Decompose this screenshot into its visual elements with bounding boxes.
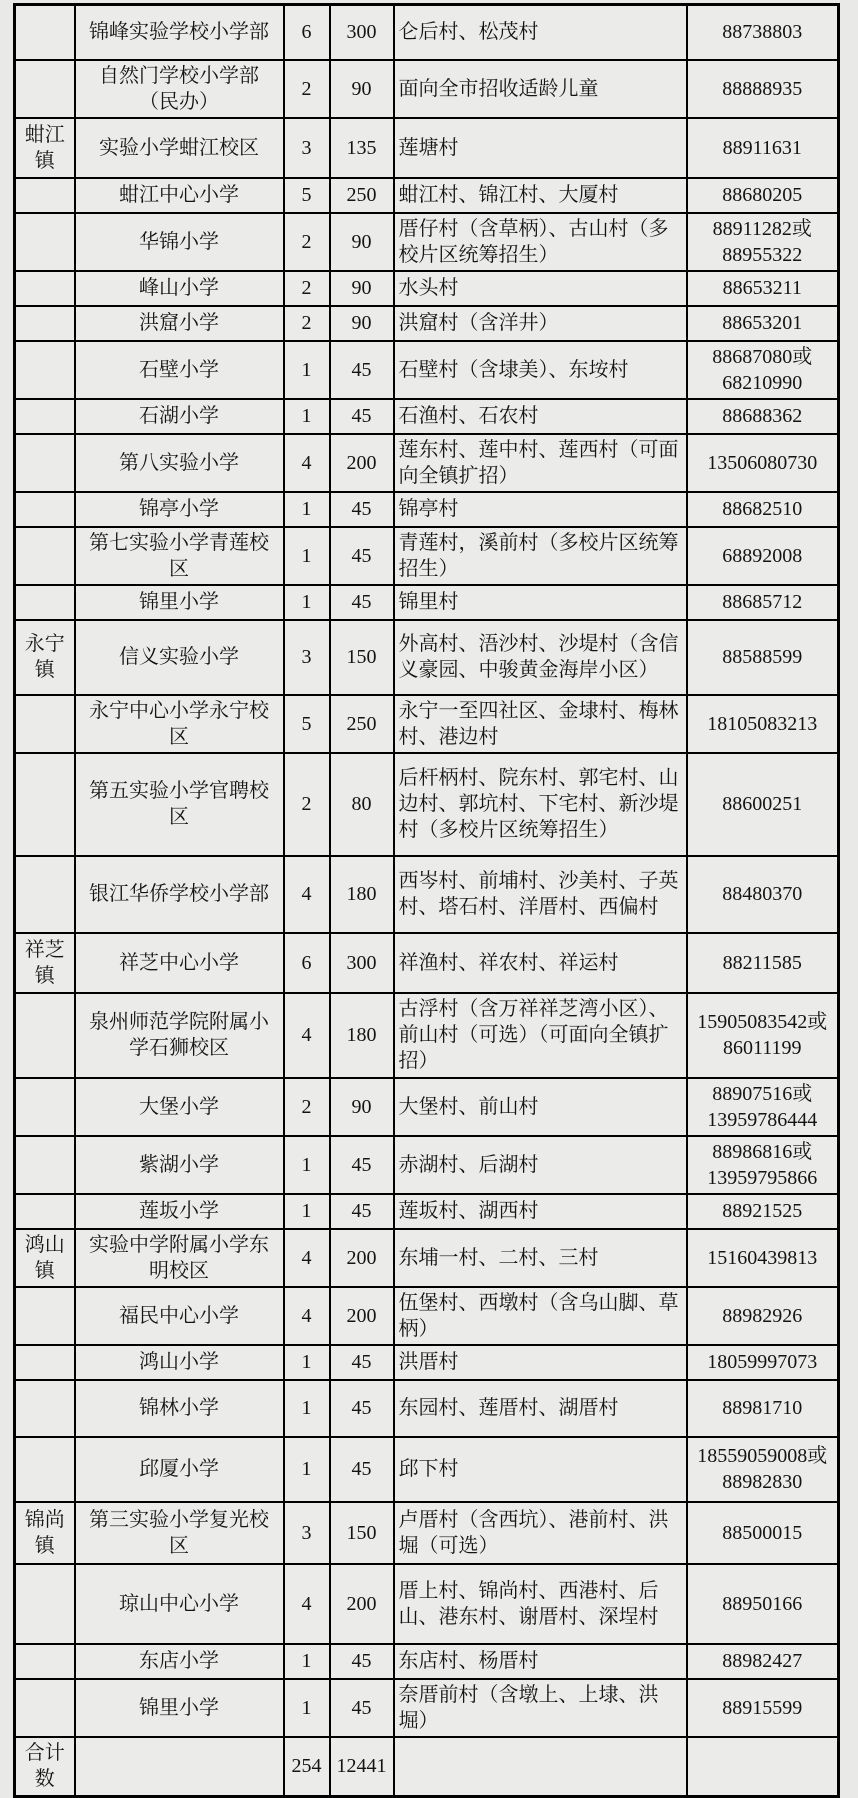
cell-phone: 88950166: [687, 1564, 839, 1644]
cell-class-count: 3: [284, 620, 330, 695]
cell-school: 莲坂小学: [75, 1194, 284, 1229]
cell-town: [15, 1380, 75, 1437]
cell-town: 祥芝镇: [15, 933, 75, 993]
cell-phone: 88921525: [687, 1194, 839, 1229]
cell-villages: 后杆柄村、院东村、郭宅村、山边村、郭坑村、下宅村、新沙堤村（多校片区统筹招生）: [394, 753, 687, 856]
cell-phone: 88911631: [687, 118, 839, 178]
cell-school: 泉州师范学院附属小学石狮校区: [75, 993, 284, 1078]
cell-town: [15, 213, 75, 271]
cell-school: 石湖小学: [75, 399, 284, 434]
cell-class-count: 3: [284, 118, 330, 178]
cell-student-count: 135: [330, 118, 394, 178]
cell-phone: 18059997073: [687, 1345, 839, 1380]
cell-school: 锦峰实验学校小学部: [75, 5, 284, 60]
cell-villages: 蚶江村、锦江村、大厦村: [394, 178, 687, 213]
cell-school: 锦里小学: [75, 585, 284, 620]
cell-class-count: 4: [284, 856, 330, 933]
cell-class-count: 6: [284, 5, 330, 60]
cell-school: 蚶江中心小学: [75, 178, 284, 213]
cell-phone: 88588599: [687, 620, 839, 695]
table-row: [15, 1136, 839, 1194]
cell-villages: 洪厝村: [394, 1345, 687, 1380]
cell-town: [15, 585, 75, 620]
cell-school: 第八实验小学: [75, 434, 284, 492]
cell-town: 鸿山镇: [15, 1229, 75, 1287]
table-row: [15, 695, 839, 753]
cell-villages: 东园村、莲厝村、湖厝村: [394, 1380, 687, 1437]
cell-villages: 锦亭村: [394, 492, 687, 527]
table-row: [15, 527, 839, 585]
cell-student-count: 45: [330, 1380, 394, 1437]
cell-phone: 88688362: [687, 399, 839, 434]
cell-student-count: 45: [330, 1345, 394, 1380]
cell-town: 合计数: [15, 1737, 75, 1797]
cell-villages: 伍堡村、西墩村（含乌山脚、草柄）: [394, 1287, 687, 1345]
cell-class-count: 1: [284, 527, 330, 585]
cell-student-count: 90: [330, 213, 394, 271]
table-row: [15, 60, 839, 118]
cell-class-count: 3: [284, 1502, 330, 1564]
cell-town: [15, 306, 75, 341]
cell-class-count: 2: [284, 753, 330, 856]
table-row: [15, 1345, 839, 1380]
table-row: [15, 306, 839, 341]
cell-phone: 88682510: [687, 492, 839, 527]
cell-school: 祥芝中心小学: [75, 933, 284, 993]
cell-town: [15, 434, 75, 492]
table-row: [15, 399, 839, 434]
cell-phone: 88600251: [687, 753, 839, 856]
cell-student-count: 250: [330, 178, 394, 213]
cell-class-count: 1: [284, 399, 330, 434]
cell-student-count: 45: [330, 1136, 394, 1194]
cell-student-count: 150: [330, 620, 394, 695]
table-row: [15, 1679, 839, 1737]
cell-phone: 88653211: [687, 271, 839, 306]
cell-villages: 莲东村、莲中村、莲西村（可面向全镇扩招）: [394, 434, 687, 492]
cell-town: [15, 856, 75, 933]
cell-school: 琼山中心小学: [75, 1564, 284, 1644]
cell-student-count: 45: [330, 1644, 394, 1679]
table-row: [15, 341, 839, 399]
table-row: [15, 856, 839, 933]
cell-town: [15, 1078, 75, 1136]
cell-villages: 东埔一村、二村、三村: [394, 1229, 687, 1287]
cell-class-count: 1: [284, 1437, 330, 1502]
cell-student-count: 45: [330, 492, 394, 527]
cell-phone: 88480370: [687, 856, 839, 933]
cell-phone: 88907516或13959786444: [687, 1078, 839, 1136]
cell-phone: 68892008: [687, 527, 839, 585]
cell-school: 鸿山小学: [75, 1345, 284, 1380]
cell-phone: 88500015: [687, 1502, 839, 1564]
cell-student-count: 45: [330, 1194, 394, 1229]
cell-phone: 88738803: [687, 5, 839, 60]
cell-phone: 88981710: [687, 1380, 839, 1437]
table-row: [15, 585, 839, 620]
cell-school: 紫湖小学: [75, 1136, 284, 1194]
cell-class-count: 4: [284, 1229, 330, 1287]
table-body: [15, 5, 839, 1797]
cell-villages: 祥渔村、祥农村、祥运村: [394, 933, 687, 993]
cell-student-count: 200: [330, 1229, 394, 1287]
cell-school: 洪窟小学: [75, 306, 284, 341]
cell-villages: 仑后村、松茂村: [394, 5, 687, 60]
cell-student-count: 90: [330, 271, 394, 306]
cell-town: [15, 1287, 75, 1345]
cell-school: 邱厦小学: [75, 1437, 284, 1502]
cell-villages: 永宁一至四社区、金埭村、梅林村、港边村: [394, 695, 687, 753]
table-row: [15, 1437, 839, 1502]
cell-class-count: 2: [284, 271, 330, 306]
cell-phone: 88982427: [687, 1644, 839, 1679]
cell-school: 第七实验小学青莲校区: [75, 527, 284, 585]
cell-class-count: 1: [284, 1679, 330, 1737]
cell-student-count: 45: [330, 1679, 394, 1737]
table-row: [15, 492, 839, 527]
cell-school: 实验中学附属小学东明校区: [75, 1229, 284, 1287]
cell-school: [75, 1737, 284, 1797]
cell-phone: 88915599: [687, 1679, 839, 1737]
cell-class-count: 4: [284, 434, 330, 492]
table-row: [15, 933, 839, 993]
cell-school: 大堡小学: [75, 1078, 284, 1136]
cell-student-count: 45: [330, 341, 394, 399]
cell-villages: 石渔村、石农村: [394, 399, 687, 434]
cell-class-count: 1: [284, 492, 330, 527]
cell-town: [15, 753, 75, 856]
cell-villages: 石壁村（含埭美）、东垵村: [394, 341, 687, 399]
cell-town: [15, 5, 75, 60]
cell-phone: 88888935: [687, 60, 839, 118]
cell-villages: 面向全市招收适龄儿童: [394, 60, 687, 118]
cell-villages: 锦里村: [394, 585, 687, 620]
cell-school: 第三实验小学复光校区: [75, 1502, 284, 1564]
cell-phone: 88211585: [687, 933, 839, 993]
cell-student-count: 250: [330, 695, 394, 753]
cell-town: 永宁镇: [15, 620, 75, 695]
table-row: [15, 1194, 839, 1229]
cell-phone: 88653201: [687, 306, 839, 341]
cell-student-count: 12441: [330, 1737, 394, 1797]
table-row: [15, 5, 839, 60]
cell-town: [15, 60, 75, 118]
table-row: [15, 1380, 839, 1437]
cell-student-count: 200: [330, 434, 394, 492]
cell-student-count: 90: [330, 1078, 394, 1136]
cell-student-count: 45: [330, 399, 394, 434]
cell-phone: 18105083213: [687, 695, 839, 753]
cell-student-count: 200: [330, 1287, 394, 1345]
cell-student-count: 300: [330, 933, 394, 993]
cell-villages: 青莲村，溪前村（多校片区统筹招生）: [394, 527, 687, 585]
cell-school: 峰山小学: [75, 271, 284, 306]
cell-phone: [687, 1737, 839, 1797]
cell-school: 东店小学: [75, 1644, 284, 1679]
table-row: [15, 1737, 839, 1797]
cell-town: [15, 527, 75, 585]
cell-school: 永宁中心小学永宁校区: [75, 695, 284, 753]
cell-class-count: 4: [284, 1564, 330, 1644]
cell-town: [15, 1564, 75, 1644]
cell-villages: 莲坂村、湖西村: [394, 1194, 687, 1229]
cell-class-count: 1: [284, 1136, 330, 1194]
cell-class-count: 5: [284, 178, 330, 213]
cell-school: 自然门学校小学部（民办）: [75, 60, 284, 118]
cell-town: [15, 271, 75, 306]
cell-villages: 古浮村（含万祥祥芝湾小区）、前山村（可选）（可面向全镇扩招）: [394, 993, 687, 1078]
cell-town: [15, 1679, 75, 1737]
cell-student-count: 150: [330, 1502, 394, 1564]
enrollment-table: [13, 3, 840, 1798]
cell-town: [15, 695, 75, 753]
cell-class-count: 1: [284, 585, 330, 620]
cell-class-count: 1: [284, 341, 330, 399]
cell-student-count: 180: [330, 856, 394, 933]
cell-class-count: 1: [284, 1194, 330, 1229]
cell-phone: 88680205: [687, 178, 839, 213]
cell-villages: 东店村、杨厝村: [394, 1644, 687, 1679]
cell-class-count: 1: [284, 1380, 330, 1437]
cell-student-count: 180: [330, 993, 394, 1078]
cell-class-count: 2: [284, 306, 330, 341]
table-row: [15, 620, 839, 695]
cell-phone: 88982926: [687, 1287, 839, 1345]
cell-town: [15, 1136, 75, 1194]
cell-student-count: 200: [330, 1564, 394, 1644]
cell-phone: 88687080或68210990: [687, 341, 839, 399]
cell-class-count: 2: [284, 1078, 330, 1136]
cell-school: 第五实验小学官聘校区: [75, 753, 284, 856]
cell-phone: 88685712: [687, 585, 839, 620]
cell-phone: 88911282或88955322: [687, 213, 839, 271]
cell-town: [15, 341, 75, 399]
table-row: [15, 213, 839, 271]
cell-town: [15, 492, 75, 527]
cell-class-count: 2: [284, 60, 330, 118]
table-row: [15, 993, 839, 1078]
cell-villages: 邱下村: [394, 1437, 687, 1502]
cell-student-count: 300: [330, 5, 394, 60]
table-row: [15, 753, 839, 856]
cell-school: 华锦小学: [75, 213, 284, 271]
cell-class-count: 1: [284, 1644, 330, 1679]
cell-phone: 15160439813: [687, 1229, 839, 1287]
cell-phone: 18559059008或88982830: [687, 1437, 839, 1502]
cell-town: [15, 1437, 75, 1502]
cell-class-count: 2: [284, 213, 330, 271]
cell-town: 锦尚镇: [15, 1502, 75, 1564]
cell-school: 石壁小学: [75, 341, 284, 399]
cell-town: [15, 1194, 75, 1229]
table-row: [15, 1644, 839, 1679]
cell-villages: 外高村、浯沙村、沙堤村（含信义豪园、中骏黄金海岸小区）: [394, 620, 687, 695]
cell-class-count: 4: [284, 1287, 330, 1345]
cell-villages: 水头村: [394, 271, 687, 306]
cell-town: [15, 993, 75, 1078]
cell-class-count: 6: [284, 933, 330, 993]
cell-school: 信义实验小学: [75, 620, 284, 695]
cell-phone: 15905083542或86011199: [687, 993, 839, 1078]
cell-student-count: 45: [330, 585, 394, 620]
cell-town: [15, 399, 75, 434]
table-row: [15, 178, 839, 213]
cell-school: 银江华侨学校小学部: [75, 856, 284, 933]
cell-town: [15, 1644, 75, 1679]
cell-town: [15, 1345, 75, 1380]
cell-school: 锦里小学: [75, 1679, 284, 1737]
cell-villages: 厝仔村（含草柄）、古山村（多校片区统筹招生）: [394, 213, 687, 271]
cell-villages: 西岑村、前埔村、沙美村、子英村、塔石村、洋厝村、西偏村: [394, 856, 687, 933]
table-row: [15, 1502, 839, 1564]
cell-phone: 88986816或13959795866: [687, 1136, 839, 1194]
cell-town: 蚶江镇: [15, 118, 75, 178]
cell-villages: 卢厝村（含西坑）、港前村、洪堀（可选）: [394, 1502, 687, 1564]
table-row: [15, 1229, 839, 1287]
cell-school: 福民中心小学: [75, 1287, 284, 1345]
cell-student-count: 90: [330, 306, 394, 341]
table-row: [15, 1564, 839, 1644]
cell-villages: 洪窟村（含洋井）: [394, 306, 687, 341]
cell-class-count: 254: [284, 1737, 330, 1797]
cell-student-count: 80: [330, 753, 394, 856]
table-row: [15, 434, 839, 492]
table-row: [15, 1078, 839, 1136]
cell-phone: 13506080730: [687, 434, 839, 492]
cell-school: 实验小学蚶江校区: [75, 118, 284, 178]
cell-school: 锦亭小学: [75, 492, 284, 527]
cell-school: 锦林小学: [75, 1380, 284, 1437]
cell-villages: 莲塘村: [394, 118, 687, 178]
cell-villages: 赤湖村、后湖村: [394, 1136, 687, 1194]
cell-student-count: 45: [330, 527, 394, 585]
cell-villages: 大堡村、前山村: [394, 1078, 687, 1136]
cell-class-count: 5: [284, 695, 330, 753]
cell-class-count: 1: [284, 1345, 330, 1380]
table-row: [15, 1287, 839, 1345]
cell-class-count: 4: [284, 993, 330, 1078]
cell-villages: 厝上村、锦尚村、西港村、后山、港东村、谢厝村、深埕村: [394, 1564, 687, 1644]
cell-student-count: 45: [330, 1437, 394, 1502]
table-row: [15, 271, 839, 306]
table-row: [15, 118, 839, 178]
cell-student-count: 90: [330, 60, 394, 118]
cell-villages: [394, 1737, 687, 1797]
cell-villages: 奈厝前村（含墩上、上埭、洪堀）: [394, 1679, 687, 1737]
cell-town: [15, 178, 75, 213]
